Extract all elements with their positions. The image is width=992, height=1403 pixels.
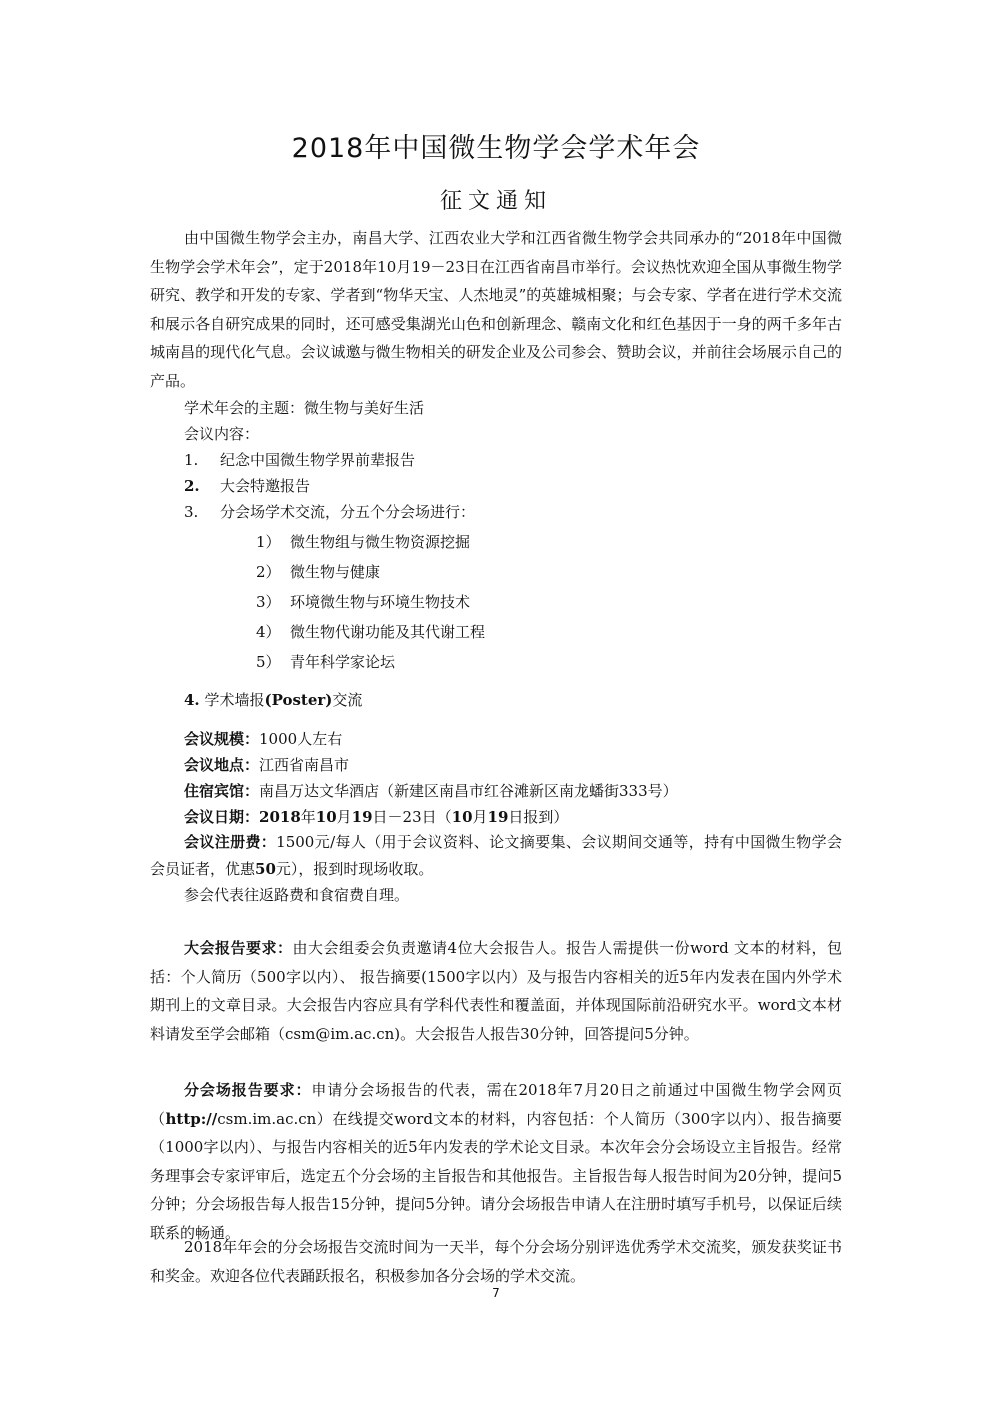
date-day: 19 [351, 808, 373, 826]
content-item-text-end: 交流 [332, 691, 363, 709]
date-text: 日－23日（ [372, 808, 452, 826]
sub-item-text: 环境微生物与环境生物技术 [290, 593, 471, 611]
self-pay-note: 参会代表往返路费和食宿费自理。 [184, 886, 410, 904]
sub-item-number: 1） [256, 533, 281, 551]
date-month: 10 [315, 808, 337, 826]
scale-line [184, 729, 342, 749]
page-subtitle: 征文通知 [439, 189, 552, 214]
content-label: 会议内容： [184, 425, 260, 443]
content-item-1 [184, 450, 415, 470]
date-text: 日报到） [508, 808, 569, 826]
branch-label: 分会场报告要求： [184, 1081, 312, 1099]
sub-item-2 [256, 562, 380, 582]
fee-label: 会议注册费： [184, 833, 277, 851]
date-text: 月 [336, 808, 352, 826]
sub-item-number: 2） [256, 563, 281, 581]
page-title: 2018年中国微生物学会学术年会 [291, 133, 701, 164]
sub-item-3 [256, 592, 470, 612]
branch-paragraph [150, 1076, 842, 1247]
location-line [184, 755, 349, 775]
theme-value: 微生物与美好生活 [304, 399, 425, 417]
hotel-value: 南昌万达文华酒店（新建区南昌市红谷滩新区南龙蟠街333号） [259, 782, 678, 800]
sub-item-4 [256, 622, 485, 642]
fee-text-end: 元），报到时现场收取。 [275, 860, 434, 878]
theme-label: 学术年会的主题： [184, 399, 305, 417]
date-text: 年 [300, 808, 316, 826]
branch-url-host: csm.im.ac.cn [217, 1109, 317, 1128]
checkin-month: 10 [451, 808, 473, 826]
theme-line [184, 398, 424, 418]
content-item-number: 4. [184, 691, 200, 709]
poster-term: (Poster) [264, 691, 333, 709]
branch-text: 申请分会场报告的代表，需在2018年7月20日之前通过中国微生物学会网页（ [150, 1081, 842, 1128]
location-value: 江西省南昌市 [259, 756, 350, 774]
content-item-text: 学术墙报 [204, 691, 265, 709]
content-item-text: 纪念中国微生物学界前辈报告 [220, 451, 416, 469]
sub-item-number: 5） [256, 653, 281, 671]
date-year: 2018 [259, 808, 301, 826]
checkin-day: 19 [487, 808, 509, 826]
sub-item-text: 微生物组与微生物资源挖掘 [290, 533, 471, 551]
sub-item-text: 青年科学家论坛 [290, 653, 396, 671]
location-label: 会议地点： [184, 756, 260, 774]
content-item-number: 2. [184, 477, 200, 495]
content-item-4 [184, 690, 362, 710]
page-number: 7 [492, 1286, 500, 1300]
sub-item-text: 微生物代谢功能及其代谢工程 [290, 623, 486, 641]
fee-discount: 50 [255, 860, 276, 878]
content-item-text: 大会特邀报告 [220, 477, 311, 495]
fee-text: 1500元/每人（用于会议资料、论文摘要集、会议期间交通等，持有中国微生物学会会员证者，优惠 [150, 833, 842, 878]
date-text: 月 [472, 808, 488, 826]
hotel-line [184, 781, 678, 801]
plenary-paragraph [150, 934, 842, 1048]
sub-item-number: 3） [256, 593, 281, 611]
content-item-number: 1. [184, 451, 199, 469]
date-line [184, 807, 568, 827]
sub-item-5 [256, 652, 395, 672]
hotel-label: 住宿宾馆： [184, 782, 260, 800]
sub-item-text: 微生物与健康 [290, 563, 381, 581]
branch-url-scheme: http:// [165, 1109, 218, 1128]
branch-text-end: ）在线提交word文本的材料，内容包括：个人简历（300字以内）、报告摘要（1000字以内）、与报告内容相关的近5年内发表的学术论文目录。本次年会分会场设立主旨报告。经常务理事会专家评审后，选定五个分会场的主旨报告和其他报告。主旨报告每人报告时间为20分钟，提问5分钟；分会场报告每人报告15分钟，提问5分钟。请分会场报告申请人在注册时填写手机号，以保证后续联系的畅通。 [150, 1109, 842, 1242]
content-item-3 [184, 502, 475, 522]
content-item-number: 3. [184, 503, 199, 521]
plenary-text: 由大会组委会负责邀请4位大会报告人。报告人需提供一份word 文本的材料，包括：个人简历（500字以内）、 报告摘要(1500字以内）及与报告内容相关的近5年内发表在国内外学术期刊上的文章目录。大会报告内容应具有学科代表性和覆盖面，并体现国际前沿研究水平。word文本材料请发至学会邮箱（csm@im.ac.cn)。大会报告人报告30分钟，回答提问5分钟。 [150, 939, 842, 1043]
sub-item-1 [256, 532, 470, 552]
fee-paragraph [150, 829, 842, 883]
intro-paragraph: 由中国微生物学会主办，南昌大学、江西农业大学和江西省微生物学会共同承办的“2018年中国微生物学会学术年会”，定于2018年10月19－23日在江西省南昌市举行。会议热忱欢迎全国从事微生物学研究、教学和开发的专家、学者到“物华天宝、人杰地灵”的英雄城相聚；与会专家、学者在进行学术交流和展示各自研究成果的同时，还可感受集湖光山色和创新理念、赣南文化和红色基因于一身的两千多年古城南昌的现代化气息。会议诚邀与微生物相关的研发企业及公司参会、赞助会议，并前往会场展示自己的产品。 [150, 229, 842, 390]
plenary-label: 大会报告要求： [184, 939, 293, 957]
scale-label: 会议规模： [184, 730, 260, 748]
content-item-2 [184, 476, 310, 496]
date-label: 会议日期： [184, 808, 260, 826]
sub-item-number: 4） [256, 623, 281, 641]
content-item-text: 分会场学术交流，分五个分会场进行： [220, 503, 476, 521]
scale-value: 1000人左右 [259, 730, 343, 748]
awards-paragraph: 2018年年会的分会场报告交流时间为一天半，每个分会场分别评选优秀学术交流奖，颁发获奖证书和奖金。欢迎各位代表踊跃报名，积极参加各分会场的学术交流。 [150, 1238, 842, 1285]
